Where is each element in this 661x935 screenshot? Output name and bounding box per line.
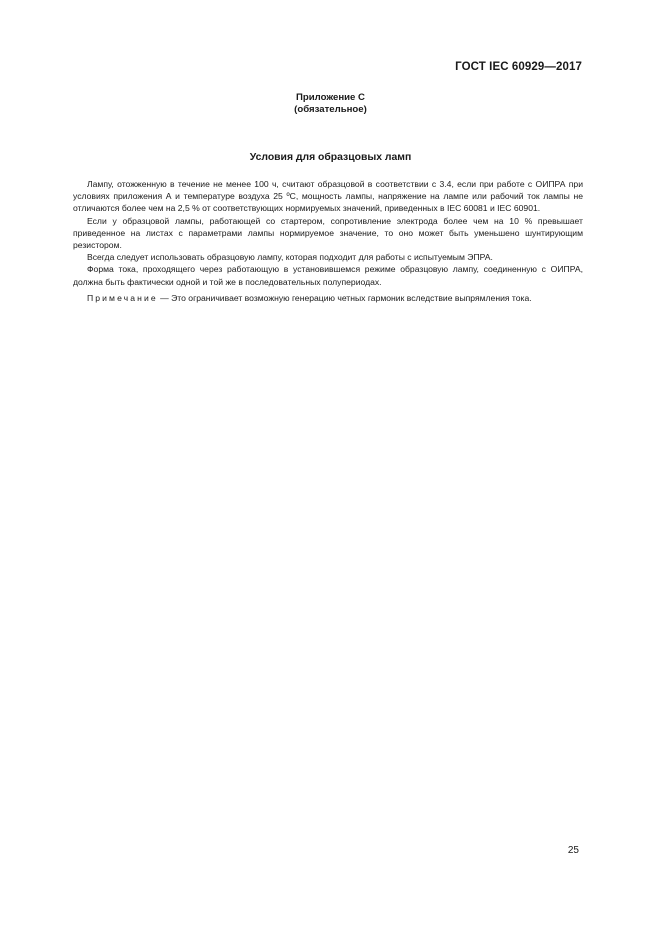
annex-status: (обязательное) bbox=[294, 104, 367, 115]
annex-heading bbox=[0, 92, 661, 116]
paragraph: Всегда следует использовать образцовую лампу, которая подходит для работы с испытуемым ЭПРА. bbox=[87, 252, 493, 263]
note bbox=[73, 292, 583, 304]
paragraph: Форма тока, проходящего через работающую в установившемся режиме образцовую лампу, соединенную с ОИПРА, должна быть фактически одной и той же в последовательных полупериодах. bbox=[73, 264, 583, 287]
section-title: Условия для образцовых ламп bbox=[249, 152, 412, 163]
annex-title: Приложение С bbox=[296, 92, 365, 103]
paragraph: Лампу, отожженную в течение не менее 100 ч, считают образцовой в соответствии с 3.4, если при работе с ОИПРА при условиях приложения А и температуре воздуха 25 ºС, мощность лампы, напряжение на лампе или рабочий ток лампы не отличаются более чем на 2,5 % от соответствующих нормируемых значений, приведенных в IEC 60081 и IEC 60901. bbox=[73, 179, 583, 214]
note-text: — Это ограничивает возможную генерацию четных гармоник вследствие выпрямления тока. bbox=[157, 292, 532, 303]
note-label: Примечание bbox=[87, 292, 158, 303]
page-number: 25 bbox=[567, 845, 579, 856]
standard-code: ГОСТ IEC 60929—2017 bbox=[455, 61, 582, 73]
annex-body bbox=[73, 178, 583, 304]
paragraph: Если у образцовой лампы, работающей со стартером, сопротивление электрода более чем на 10 % превышает приведенное на листах с параметрами лампы нормируемое значение, то оно может быть уменьшено шунтирующим резистором. bbox=[73, 215, 583, 251]
